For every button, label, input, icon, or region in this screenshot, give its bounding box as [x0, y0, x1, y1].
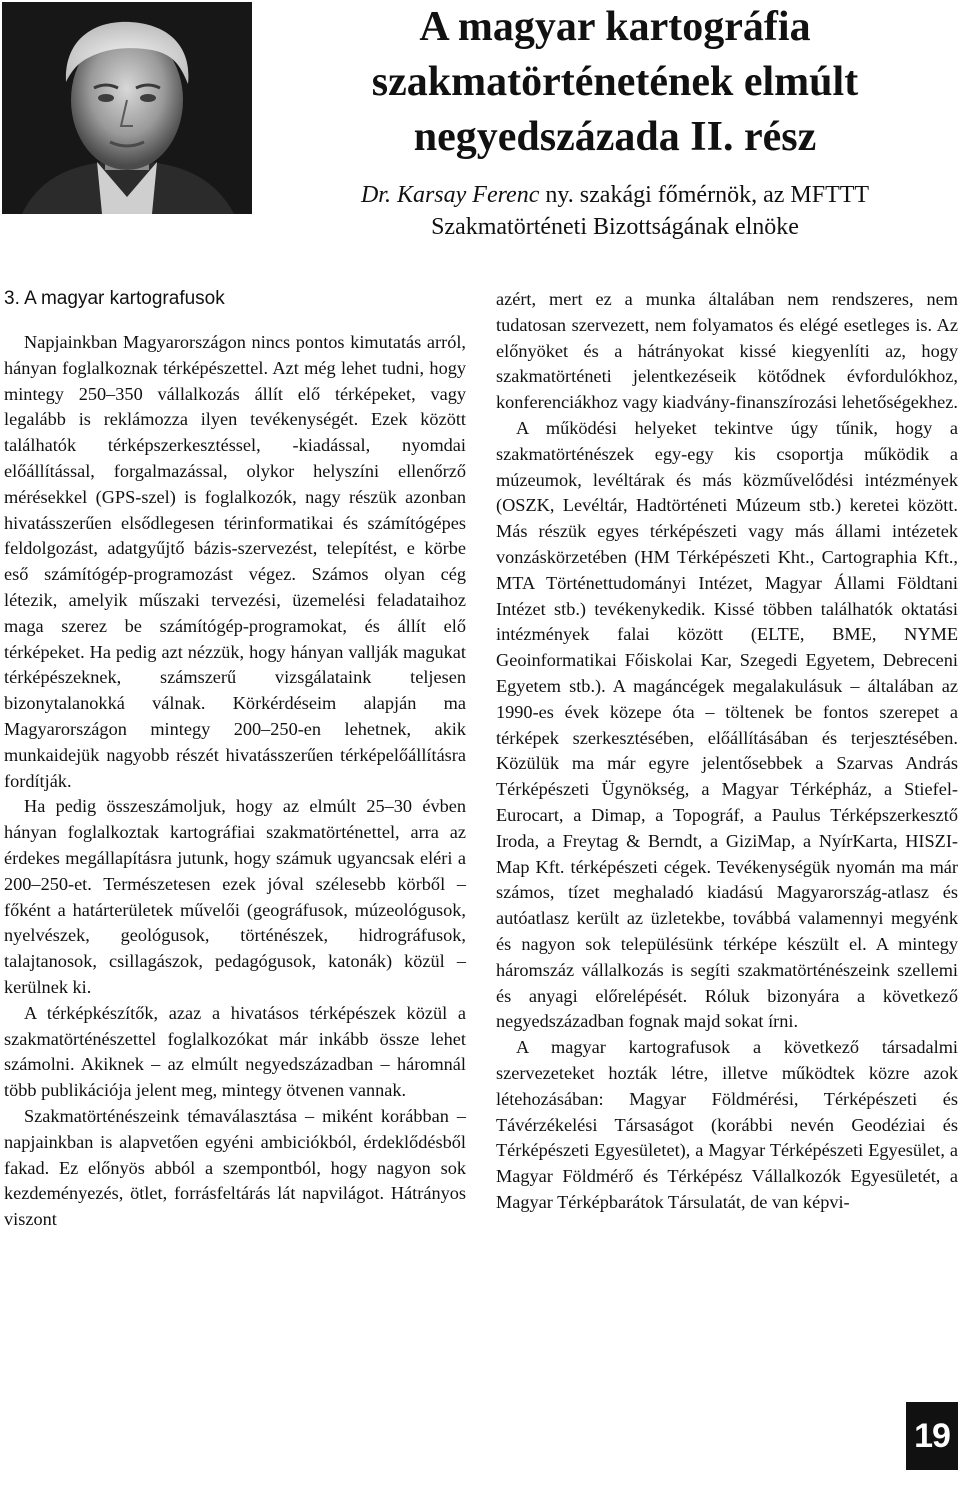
paragraph: Szakmatörténészeink témaválasztása – miként korábban – napjainkban is alapvetően egyéni ambiciókból, érdeklődésből fakad. Ez előnyös abból a szempontból, hogy nagyon sok kezdeményezés, ötlet, forrásfeltárás lát napvilágot. Hátrányos viszont [4, 1105, 466, 1230]
left-column [4, 287, 466, 1233]
page-number: 19 [906, 1402, 958, 1470]
paragraph: Ha pedig összeszámoljuk, hogy az elmúlt 25–30 évben hányan foglalkoztak kartográfiai szakmatörténettel, arra az érdekes megállapításra jutunk, hogy számuk ugyancsak eléri a 200–250-et. Természetesen ezek jóval szélesebb körből – főként a határterületek művelői (geográfusok, múzeológusok, nyelvészek, geológusok, történészek, hidrográfusok, talajtanosok, csillagászok, pedagógusok, katonák) közül – kerülnek ki. [4, 796, 466, 997]
paragraph: azért, mert ez a munka általában nem rendszeres, nem tudatosan szervezett, nem folyamatos és elégé esetleges is. Az előnyöket és a hátrányokat kissé kiegyenlíti az, hogy szakmatörténeti jelentkezéseik kötődnek évfordulókhoz, konferenciákhoz vagy kiadvány-finanszírozási lehetőségekhez. [496, 289, 958, 413]
paragraph: Napjainkban Magyarországon nincs pontos kimutatás arról, hányan foglalkoznak térképészettel. Azt még lehet tudni, hogy mintegy 250–350 vállalkozás állít elő térképeket, vagy legalább is reklámozza ilyen tevékenységét. Ezek között találhatók térképszerkesztéssel, -kiadással, nyomdai előállítással, forgalmazással, olykor helyszíni ellenőrző mérésekkel (GPS-szel) is foglalkozók, nagy részük azonban hivatásszerűen elsődlegesen térinformatikai és számítógépes feldolgozást, adatgyűjtő bázis-szervezést, telepítést, e körbe eső számítógép-programozást végez. Számos olyan cég létezik, amelyik műszaki tervezési, üzemelési feladataihoz maga szerez be számítógép-programokat, és állít elő térképeket. Ha pedig azt nézzük, hogy hányan vallják magukat térképészeknek, számszerű vizsgálataink teljesen bizonytalanokká válnak. Körkérdéseim alapján ma Magyarországon mintegy 200–250-en lehetnek, akik munkaidejük nagyobb részét hivatásszerűen térképelőállításra fordítják. [4, 332, 466, 791]
title-line: szakmatörténetének elmúlt [371, 59, 859, 105]
author-role: ny. szakági főmérnök, az MFTTT [545, 182, 870, 208]
author-portrait [2, 2, 252, 214]
title-line: A magyar kartográfia [419, 4, 811, 50]
section-heading: 3. A magyar kartografusok [4, 288, 225, 309]
author-name: Dr. Karsay Ferenc [360, 182, 540, 208]
author-line [270, 179, 960, 243]
author-role-2: Szakmatörténeti Bizottságának elnöke [431, 214, 799, 240]
paragraph: A magyar kartografusok a következő társadalmi szervezeteket hozták létre, illetve működtek közre azok létehozásában: Magyar Földmérési, Térképészeti és Távérzékelési Társaságot (korábbi nevén Geodéziai és Térképészeti Egyesületet), a Magyar Térképészeti Egyesület, a Magyar Földmérő és Térképész Vállalkozók Egyesületét, a Magyar Térképbarátok Társulatát, de van képvi- [496, 1037, 958, 1212]
title-line: negyedszázada II. rész [413, 114, 817, 160]
right-column [496, 287, 958, 1216]
paragraph: A működési helyeket tekintve úgy tűnik, hogy a szakmatörténészek egy-egy kis csoportja működik a múzeumok, levéltárak és más közművelődési intézmények (OSZK, Levéltár, Hadtörténeti Múzeum stb.) keretei között. Más részük egyes térképészeti vagy más állami intézetek vonzáskörzetében (HM Térképészeti Kht., Cartographia Kft., MTA Történettudományi Intézet, Magyar Állami Földtani Intézet stb.) tevékenykedik. Kissé többen találhatók oktatási intézmények falai között (ELTE, BME, NYME Geoinformatikai Főiskolai Kar, Szegedi Egyetem, Debreceni Egyetem stb.). A magáncégek megalakulásuk – általában az 1990-es évek közepe óta – töltenek be fontos szerepet a térképek szerkesztésében, előállításában és terjesztésében. Közülük ma már egyre jelentősebbek a Szarvas András Térképészeti Ügynökség, a Magyar Térképház, a Stiefel-Eurocart, a Dimap, a Topográf, a Paulus Térképszerkesztő Iroda, a Freytag & Berndt, a GiziMap, a NyírKarta, HISZI-Map Kft. térképészeti cégek. Tevékenységük nyomán ma már számos, tízet meghaladó kiadású Magyarország-atlasz és autóatlasz került az üzletekbe, továbbá valamennyi megyénk és nagyon sok településünk térképe készült el. A mintegy háromszáz vállalkozás is segíti szakmatörténészeink szellemi és anyagi előrelépését. Róluk bizonyára a következő negyedszázadban fognak majd sokat írni. [496, 417, 958, 1032]
article-header [270, 0, 960, 243]
portrait-image [2, 2, 252, 214]
article-title [270, 0, 960, 165]
paragraph: A térképkészítők, azaz a hivatásos térképészek közül a szakmatörténészettel foglalkozókat már inkább össze lehet számolni. Akiknek – az elmúlt negyedszázadban – háromnál több publikációja jelent meg, mintegy ötvenen vannak. [4, 1002, 466, 1101]
